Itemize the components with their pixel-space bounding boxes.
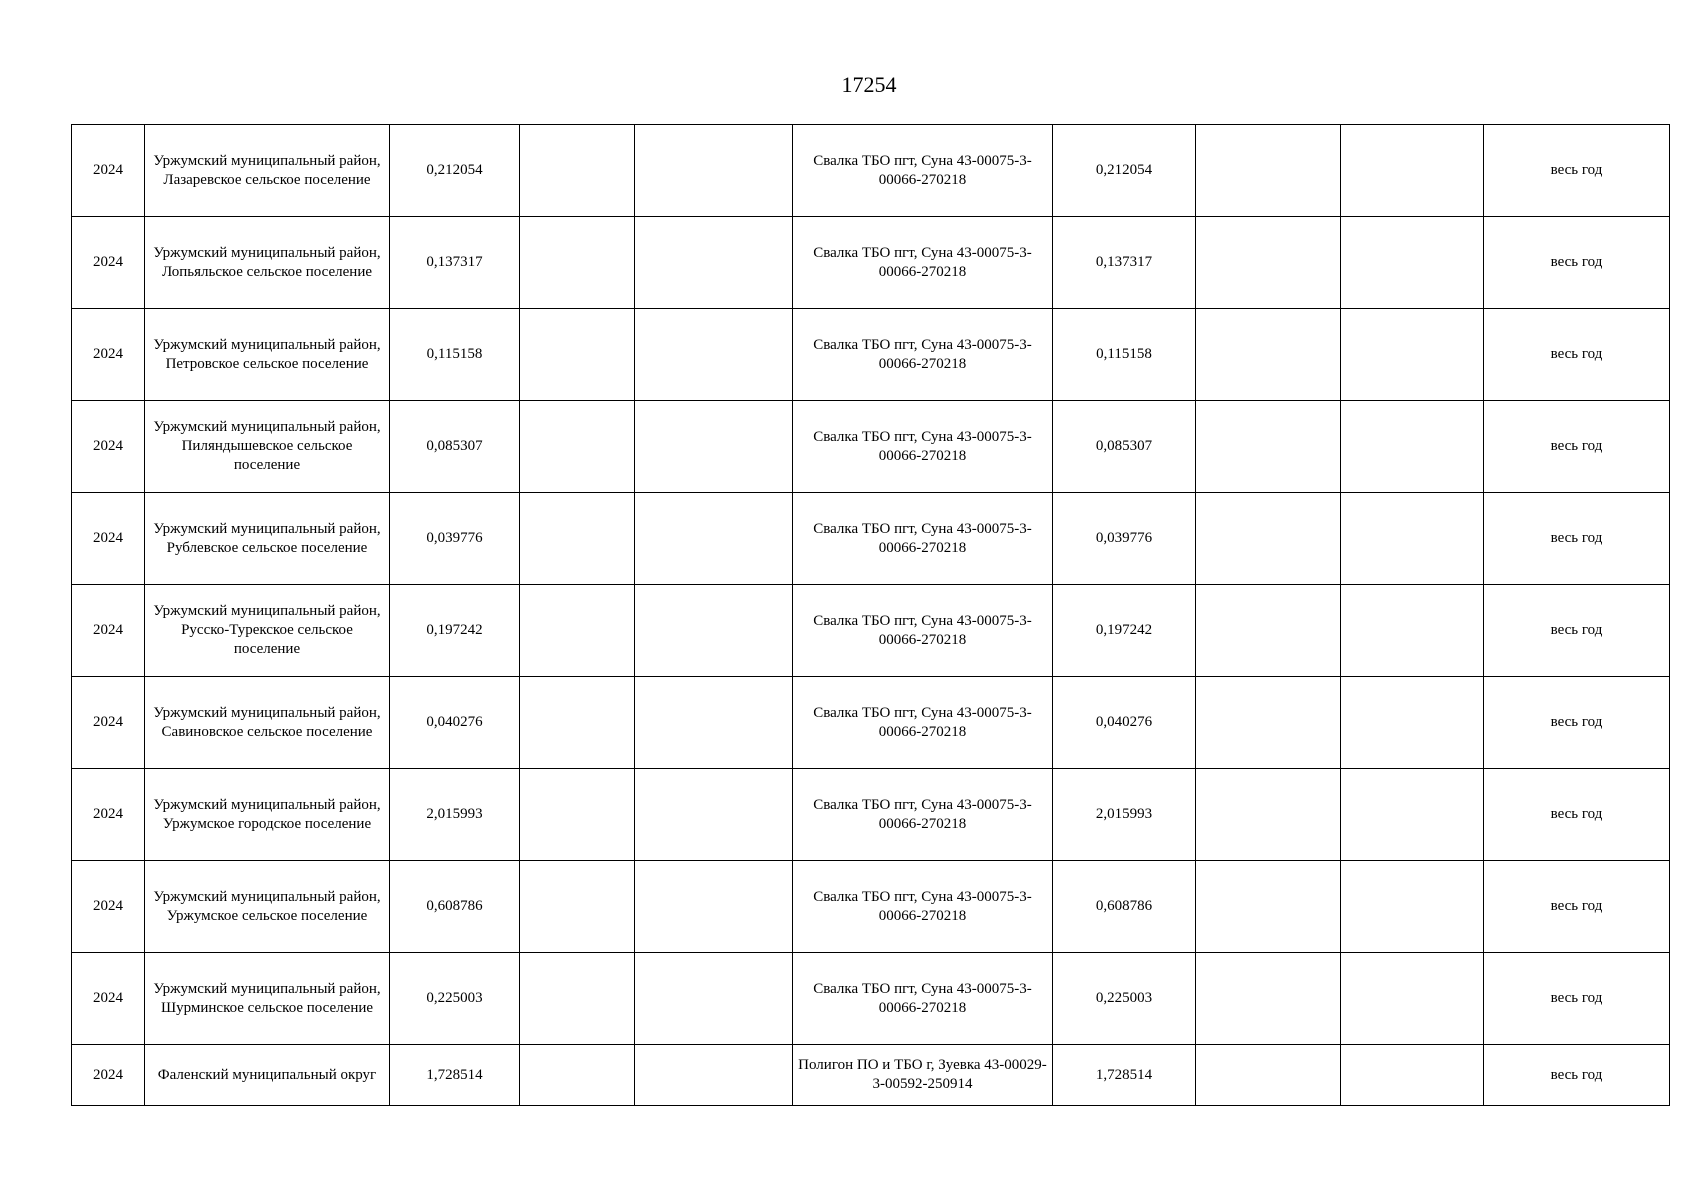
- empty-cell: [1341, 217, 1484, 309]
- empty-cell: [520, 953, 635, 1045]
- empty-cell: [1196, 677, 1341, 769]
- facility-volume-cell: 0,212054: [1053, 125, 1196, 217]
- table-row: [72, 401, 1670, 493]
- territory-cell: Уржумский муниципальный район, Русско-Турекское сельское поселение: [145, 585, 390, 677]
- empty-cell: [520, 1045, 635, 1106]
- facility-cell: Свалка ТБО пгт, Суна 43-00075-3-00066-270218: [793, 217, 1053, 309]
- facility-volume-cell: 0,040276: [1053, 677, 1196, 769]
- facility-cell: Свалка ТБО пгт, Суна 43-00075-3-00066-270218: [793, 769, 1053, 861]
- empty-cell: [635, 493, 793, 585]
- empty-cell: [520, 861, 635, 953]
- volume-cell: 2,015993: [390, 769, 520, 861]
- empty-cell: [520, 493, 635, 585]
- territory-cell: Уржумский муниципальный район, Петровское сельское поселение: [145, 309, 390, 401]
- year-cell: 2024: [72, 677, 145, 769]
- empty-cell: [635, 585, 793, 677]
- year-cell: 2024: [72, 953, 145, 1045]
- empty-cell: [1196, 1045, 1341, 1106]
- table-row: [72, 493, 1670, 585]
- territory-cell: Уржумский муниципальный район, Уржумское сельское поселение: [145, 861, 390, 953]
- period-cell: весь год: [1484, 1045, 1670, 1106]
- year-cell: 2024: [72, 585, 145, 677]
- empty-cell: [520, 401, 635, 493]
- territory-cell: Уржумский муниципальный район, Лопьяльское сельское поселение: [145, 217, 390, 309]
- volume-cell: 1,728514: [390, 1045, 520, 1106]
- period-cell: весь год: [1484, 769, 1670, 861]
- facility-volume-cell: 2,015993: [1053, 769, 1196, 861]
- empty-cell: [635, 217, 793, 309]
- empty-cell: [1196, 953, 1341, 1045]
- page-number: 17254: [841, 72, 897, 97]
- empty-cell: [1196, 309, 1341, 401]
- volume-cell: 0,039776: [390, 493, 520, 585]
- year-cell: 2024: [72, 217, 145, 309]
- table-row: [72, 769, 1670, 861]
- period-cell: весь год: [1484, 309, 1670, 401]
- empty-cell: [1341, 953, 1484, 1045]
- facility-cell: Свалка ТБО пгт, Суна 43-00075-3-00066-270218: [793, 401, 1053, 493]
- empty-cell: [1196, 401, 1341, 493]
- empty-cell: [1196, 585, 1341, 677]
- territory-cell: Уржумский муниципальный район, Рублевское сельское поселение: [145, 493, 390, 585]
- period-cell: весь год: [1484, 125, 1670, 217]
- empty-cell: [1341, 401, 1484, 493]
- territory-cell: Уржумский муниципальный район, Уржумское городское поселение: [145, 769, 390, 861]
- period-cell: весь год: [1484, 677, 1670, 769]
- facility-cell: Свалка ТБО пгт, Суна 43-00075-3-00066-270218: [793, 861, 1053, 953]
- empty-cell: [1341, 677, 1484, 769]
- facility-cell: Свалка ТБО пгт, Суна 43-00075-3-00066-270218: [793, 309, 1053, 401]
- table-row: [72, 1045, 1670, 1106]
- empty-cell: [635, 125, 793, 217]
- year-cell: 2024: [72, 401, 145, 493]
- year-cell: 2024: [72, 861, 145, 953]
- period-cell: весь год: [1484, 217, 1670, 309]
- volume-cell: 0,197242: [390, 585, 520, 677]
- empty-cell: [635, 1045, 793, 1106]
- facility-cell: Свалка ТБО пгт, Суна 43-00075-3-00066-270218: [793, 953, 1053, 1045]
- territory-cell: Уржумский муниципальный район, Шурминское сельское поселение: [145, 953, 390, 1045]
- empty-cell: [1196, 769, 1341, 861]
- empty-cell: [1341, 1045, 1484, 1106]
- empty-cell: [1196, 217, 1341, 309]
- facility-volume-cell: 0,085307: [1053, 401, 1196, 493]
- empty-cell: [520, 769, 635, 861]
- year-cell: 2024: [72, 125, 145, 217]
- volume-cell: 0,608786: [390, 861, 520, 953]
- empty-cell: [1341, 493, 1484, 585]
- volume-cell: 0,085307: [390, 401, 520, 493]
- empty-cell: [1341, 309, 1484, 401]
- empty-cell: [520, 585, 635, 677]
- facility-volume-cell: 0,115158: [1053, 309, 1196, 401]
- empty-cell: [1196, 861, 1341, 953]
- year-cell: 2024: [72, 1045, 145, 1106]
- period-cell: весь год: [1484, 401, 1670, 493]
- facility-cell: Свалка ТБО пгт, Суна 43-00075-3-00066-270218: [793, 125, 1053, 217]
- volume-cell: 0,040276: [390, 677, 520, 769]
- empty-cell: [635, 677, 793, 769]
- facility-volume-cell: 0,197242: [1053, 585, 1196, 677]
- period-cell: весь год: [1484, 493, 1670, 585]
- territory-cell: Уржумский муниципальный район, Пиляндышевское сельское поселение: [145, 401, 390, 493]
- facility-cell: Свалка ТБО пгт, Суна 43-00075-3-00066-270218: [793, 585, 1053, 677]
- territory-cell: Уржумский муниципальный район, Савиновское сельское поселение: [145, 677, 390, 769]
- facility-cell: Свалка ТБО пгт, Суна 43-00075-3-00066-270218: [793, 677, 1053, 769]
- empty-cell: [1341, 861, 1484, 953]
- empty-cell: [635, 401, 793, 493]
- empty-cell: [635, 953, 793, 1045]
- volume-cell: 0,212054: [390, 125, 520, 217]
- facility-volume-cell: 0,137317: [1053, 217, 1196, 309]
- empty-cell: [520, 217, 635, 309]
- table-row: [72, 309, 1670, 401]
- empty-cell: [635, 309, 793, 401]
- facility-cell: Полигон ПО и ТБО г, Зуевка 43-00029-3-00592-250914: [793, 1045, 1053, 1106]
- empty-cell: [1341, 125, 1484, 217]
- table-row: [72, 677, 1670, 769]
- facility-volume-cell: 1,728514: [1053, 1045, 1196, 1106]
- empty-cell: [520, 309, 635, 401]
- table-row: [72, 217, 1670, 309]
- year-cell: 2024: [72, 769, 145, 861]
- table-row: [72, 953, 1670, 1045]
- data-table: [71, 124, 1670, 1106]
- volume-cell: 0,115158: [390, 309, 520, 401]
- empty-cell: [635, 861, 793, 953]
- empty-cell: [1341, 769, 1484, 861]
- territory-cell: Уржумский муниципальный район, Лазаревское сельское поселение: [145, 125, 390, 217]
- facility-volume-cell: 0,225003: [1053, 953, 1196, 1045]
- year-cell: 2024: [72, 493, 145, 585]
- empty-cell: [1341, 585, 1484, 677]
- period-cell: весь год: [1484, 861, 1670, 953]
- empty-cell: [520, 125, 635, 217]
- volume-cell: 0,225003: [390, 953, 520, 1045]
- empty-cell: [1196, 125, 1341, 217]
- year-cell: 2024: [72, 309, 145, 401]
- territory-cell: Фаленский муниципальный округ: [145, 1045, 390, 1106]
- volume-cell: 0,137317: [390, 217, 520, 309]
- table-row: [72, 585, 1670, 677]
- facility-volume-cell: 0,608786: [1053, 861, 1196, 953]
- empty-cell: [1196, 493, 1341, 585]
- facility-volume-cell: 0,039776: [1053, 493, 1196, 585]
- table-row: [72, 861, 1670, 953]
- table-body: [72, 125, 1670, 1106]
- empty-cell: [635, 769, 793, 861]
- period-cell: весь год: [1484, 585, 1670, 677]
- empty-cell: [520, 677, 635, 769]
- table-row: [72, 125, 1670, 217]
- period-cell: весь год: [1484, 953, 1670, 1045]
- facility-cell: Свалка ТБО пгт, Суна 43-00075-3-00066-270218: [793, 493, 1053, 585]
